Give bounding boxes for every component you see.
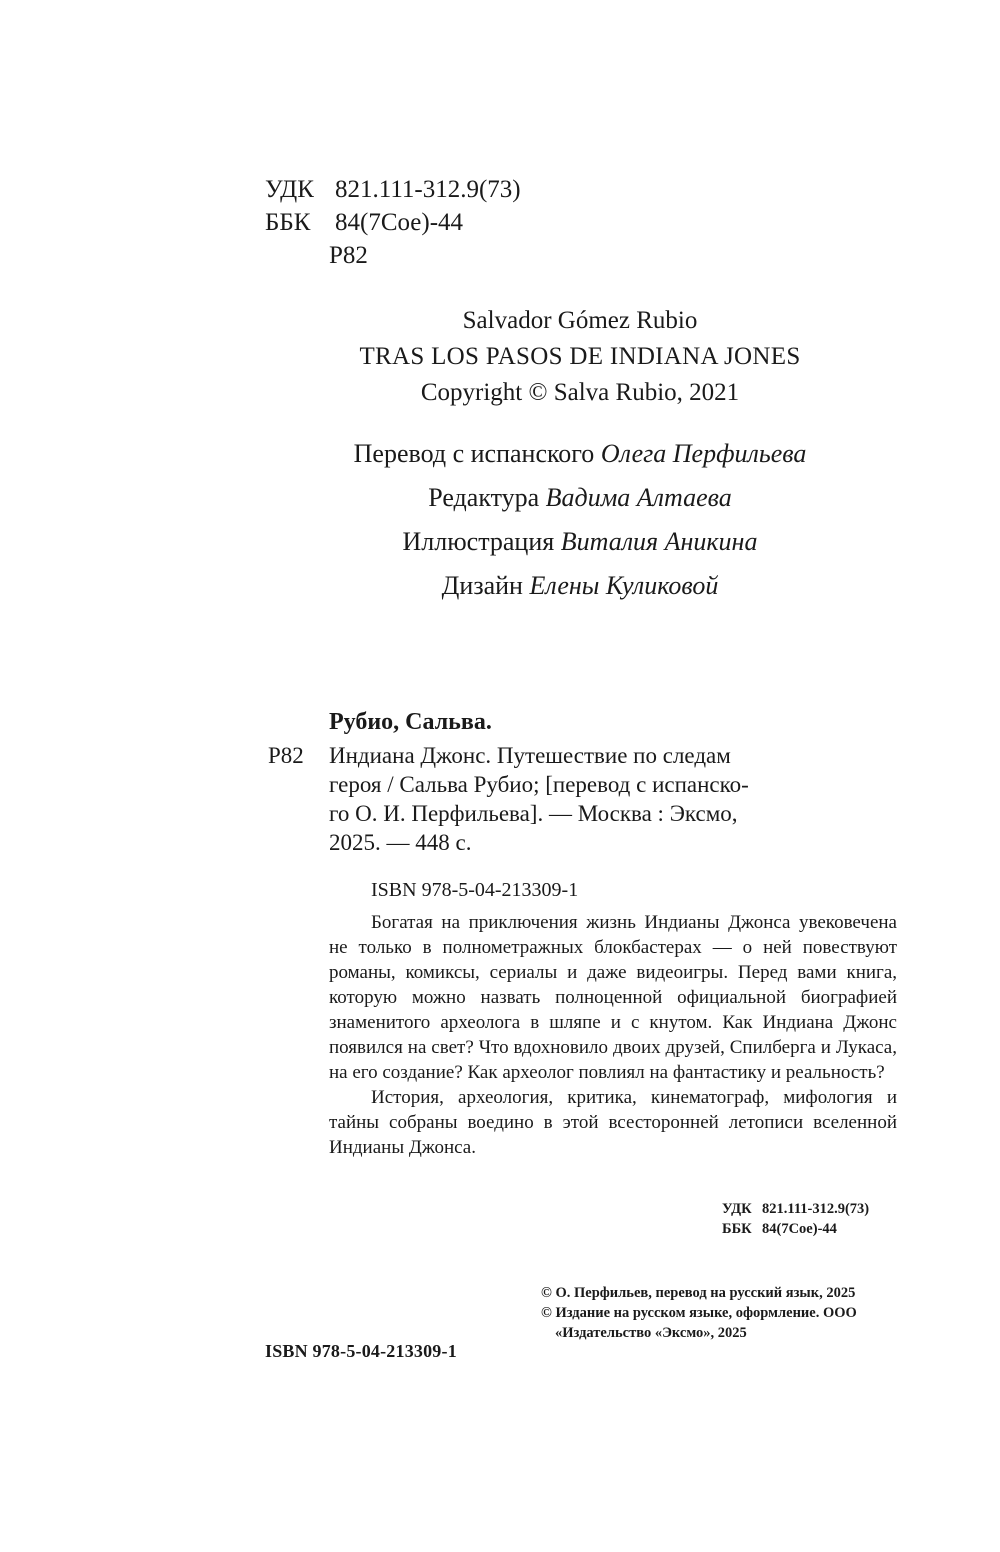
credits bbox=[260, 432, 900, 608]
udk-row bbox=[722, 1199, 869, 1219]
credit-name: Олега Перфильева bbox=[600, 439, 807, 468]
udk-value: 821.111-312.9(73) bbox=[335, 176, 521, 203]
credit-design bbox=[260, 564, 900, 608]
isbn-main: ISBN 978-5-04-213309-1 bbox=[265, 1341, 457, 1361]
udk-value: 821.111-312.9(73) bbox=[762, 1201, 870, 1217]
original-copyright: Copyright © Salva Rubio, 2021 bbox=[420, 379, 740, 406]
author-mark: Р82 bbox=[329, 242, 368, 269]
bib-description-line: героя / Сальва Рубио; [перевод с испанско- bbox=[329, 772, 749, 797]
credit-translation bbox=[260, 432, 900, 476]
bib-index: Р82 bbox=[268, 743, 304, 768]
bbk-label: ББК bbox=[722, 1221, 752, 1237]
annotation-paragraph: Богатая на приключения жизнь Индианы Джонса увековечена не только в полнометражных блокбастерах — о ней повествуют романы, комиксы, сериалы и даже видеоигры. Перед вами книга, которую можно назвать полноценной официальной биографией знаменитого археолога в шляпе и с кнутом. Как Индиана Джонс появился на свет? Что вдохновило двоих друзей, Спилберга и Лукаса, на его создание? Как археолог повлиял на фантастику и реальность? bbox=[329, 912, 897, 1083]
udk-row bbox=[265, 173, 521, 206]
credit-role: Редактура bbox=[428, 483, 540, 512]
credit-role: Дизайн bbox=[441, 571, 523, 600]
annotation-paragraph: История, археология, критика, кинематограф, мифология и тайны собраны воедино в этой всесторонней летописи вселенной Индианы Джонса. bbox=[329, 1087, 897, 1158]
bbk-value: 84(7Сое)-44 bbox=[762, 1221, 837, 1237]
bib-isbn: ISBN 978-5-04-213309-1 bbox=[371, 879, 579, 901]
bbk-label: ББК bbox=[265, 209, 311, 236]
udk-label: УДК bbox=[722, 1201, 752, 1217]
credit-editing bbox=[260, 476, 900, 520]
credit-name: Елены Куликовой bbox=[529, 571, 719, 600]
bib-author-heading: Рубио, Сальва. bbox=[329, 709, 492, 735]
original-title: TRAS LOS PASOS DE INDIANA JONES bbox=[359, 343, 801, 370]
bib-description-line: Индиана Джонс. Путешествие по следам bbox=[329, 743, 731, 768]
bib-description-line: 2025. — 448 с. bbox=[329, 830, 472, 855]
copyright-translation: © О. Перфильев, перевод на русский язык, 2025 bbox=[541, 1285, 856, 1301]
copyright-notices bbox=[541, 1283, 901, 1343]
credit-name: Вадима Алтаева bbox=[545, 483, 732, 512]
bib-description-line: го О. И. Перфильева]. — Москва : Эксмо, bbox=[329, 801, 738, 826]
udk-label: УДК bbox=[265, 176, 314, 203]
credit-name: Виталия Аникина bbox=[560, 527, 758, 556]
annotation bbox=[329, 910, 897, 1160]
bbk-value: 84(7Сое)-44 bbox=[335, 209, 464, 236]
top-classification-codes bbox=[265, 173, 521, 272]
credit-role: Перевод с испанского bbox=[353, 439, 595, 468]
bibliographic-record bbox=[329, 708, 897, 905]
credit-illustration bbox=[260, 520, 900, 564]
bbk-row bbox=[722, 1219, 869, 1239]
copyright-edition: © Издание на русском языке, оформление. ООО «Издательство «Эксмо», 2025 bbox=[541, 1305, 857, 1341]
bbk-row bbox=[265, 206, 521, 239]
original-author: Salvador Gómez Rubio bbox=[462, 307, 698, 334]
original-edition bbox=[260, 303, 900, 411]
bottom-classification-codes bbox=[722, 1199, 869, 1239]
credit-role: Иллюстрация bbox=[402, 527, 555, 556]
